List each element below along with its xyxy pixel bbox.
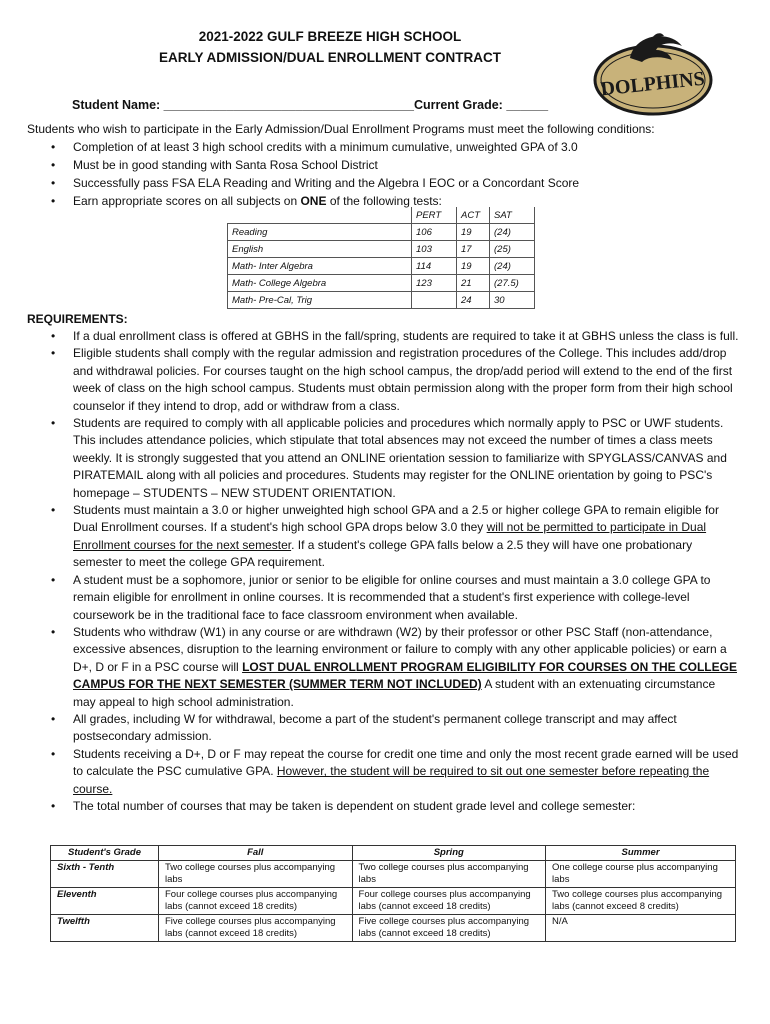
- column-header: Spring: [352, 846, 546, 861]
- intro-section: [27, 120, 747, 210]
- condition-item: • Must be in good standing with Santa Rosa School District: [27, 156, 747, 174]
- svg-text:DOLPHINS: DOLPHINS: [599, 67, 706, 101]
- dolphins-logo: [590, 28, 716, 120]
- table-row: Reading 106 19 (24): [228, 224, 535, 241]
- table-row: Eleventh Four college courses plus accompanying labs (cannot exceed 18 credits) Four college courses plus accompanying labs (cannot exceed 18 credits) Two college courses plus accompanying labs (cannot exceed 8 credits): [51, 888, 736, 915]
- column-header: Student's Grade: [51, 846, 159, 861]
- table-header-row: [51, 846, 736, 861]
- table-row: Twelfth Five college courses plus accompanying labs (cannot exceed 18 credits) Five college courses plus accompanying labs (cannot exceed 18 credits) N/A: [51, 915, 736, 942]
- condition-item: • Successfully pass FSA ELA Reading and Writing and the Algebra I EOC or a Concordant Score: [27, 174, 747, 192]
- column-header: ACT: [457, 207, 490, 224]
- requirements-heading: REQUIREMENTS:: [27, 312, 128, 326]
- table-row: Math- Inter Algebra 114 19 (24): [228, 258, 535, 275]
- requirement-item: • All grades, including W for withdrawal, become a part of the student's permanent college transcript and may affect postsecondary admission.: [27, 711, 739, 746]
- student-info-line: Student Name: ____________________________________Current Grade: ______: [72, 98, 549, 112]
- course-limits-table: [50, 845, 736, 942]
- table-row: Math- Pre-Cal, Trig 24 30: [228, 292, 535, 309]
- requirement-item: • If a dual enrollment class is offered at GBHS in the fall/spring, students are required to take it at GBHS unless the class is full.: [27, 328, 739, 345]
- test-scores-table: [227, 207, 535, 309]
- table-row: English 103 17 (25): [228, 241, 535, 258]
- requirement-item: • Students must maintain a 3.0 or higher unweighted high school GPA and a 2.5 or higher college GPA to remain eligible for Dual Enrollment courses. If a student's high school GPA drops below 3.0 they will not be permitted to participate in Dual Enrollment courses for the next semester. If a student's college GPA falls below a 2.5 they will have one probationary semester to meet the college GPA requirement.: [27, 502, 739, 572]
- requirement-item: • Students are required to comply with all applicable policies and procedures which normally apply to PSC or UWF students. This includes attendance policies, which stipulate that total absences may not exceed the number of times a class meets weekly. It is strongly suggested that you attend an ONLINE orientation session to familiarize with SPYGLASS/CANVAS and PIRATEMAIL along with all policies and procedures. Students may register for the ONLINE orientation by going to PSC's homepage – STUDENTS – NEW STUDENT ORIENTATION.: [27, 415, 739, 502]
- requirement-item: • A student must be a sophomore, junior or senior to be eligible for online courses and must maintain a 3.0 college GPA to remain eligible for enrollment in online courses. It is recommended that a student's first experience with college-level coursework be in the traditional face to face classroom environment when available.: [27, 572, 739, 624]
- requirement-item: • Students who withdraw (W1) in any course or are withdrawn (W2) by their professor or other PSC Staff (non-attendance, excessive absences, disruption to the learning environment or failure to comply with any other applicable policies) or earn a D+, D or F in a PSC course will LOST DUAL ENROLLMENT PROGRAM ELIGIBILITY FOR COURSES ON THE COLLEGE CAMPUS FOR THE NEXT SEMESTER (SUMMER TERM NOT INCLUDED) A student with an extenuating circumstance may appeal to high school administration.: [27, 624, 739, 711]
- table-row: Math- College Algebra 123 21 (27.5): [228, 275, 535, 292]
- requirements-section: [27, 328, 739, 815]
- table-row: Sixth - Tenth Two college courses plus accompanying labs Two college courses plus accompanying labs One college course plus accompanying labs: [51, 861, 736, 888]
- document-title: [70, 26, 590, 68]
- column-header: Fall: [159, 846, 353, 861]
- column-header: SAT: [490, 207, 535, 224]
- requirements-list: [27, 328, 739, 815]
- requirement-item: • The total number of courses that may be taken is dependent on student grade level and college semester:: [27, 798, 739, 815]
- intro-text: Students who wish to participate in the Early Admission/Dual Enrollment Programs must meet the following conditions:: [27, 122, 655, 136]
- condition-item: • Completion of at least 3 high school credits with a minimum cumulative, unweighted GPA of 3.0: [27, 138, 747, 156]
- requirement-item: • Students receiving a D+, D or F may repeat the course for credit one time and only the most recent grade earned will be used to calculate the PSC cumulative GPA. However, the student will be required to sit out one semester before repeating the course.: [27, 746, 739, 798]
- conditions-list: [27, 138, 747, 210]
- requirement-item: • Eligible students shall comply with the regular admission and registration procedures of the College. This includes add/drop and withdrawal policies. For courses taught on the high school campus, the drop/add period will extend to the end of the first week of class on the high school campus. Students must obtain permission along with the proper form from their high school counselor if they intend to drop, add or withdraw from a class.: [27, 345, 739, 415]
- condition-item: • Earn appropriate scores on all subjects on ONE of the following tests:: [27, 192, 747, 210]
- column-header: PERT: [412, 207, 457, 224]
- title-line-1: 2021-2022 GULF BREEZE HIGH SCHOOL: [198, 29, 462, 44]
- table-header-row: [228, 207, 535, 224]
- title-line-2: EARLY ADMISSION/DUAL ENROLLMENT CONTRACT: [158, 50, 501, 65]
- column-header: Summer: [546, 846, 736, 861]
